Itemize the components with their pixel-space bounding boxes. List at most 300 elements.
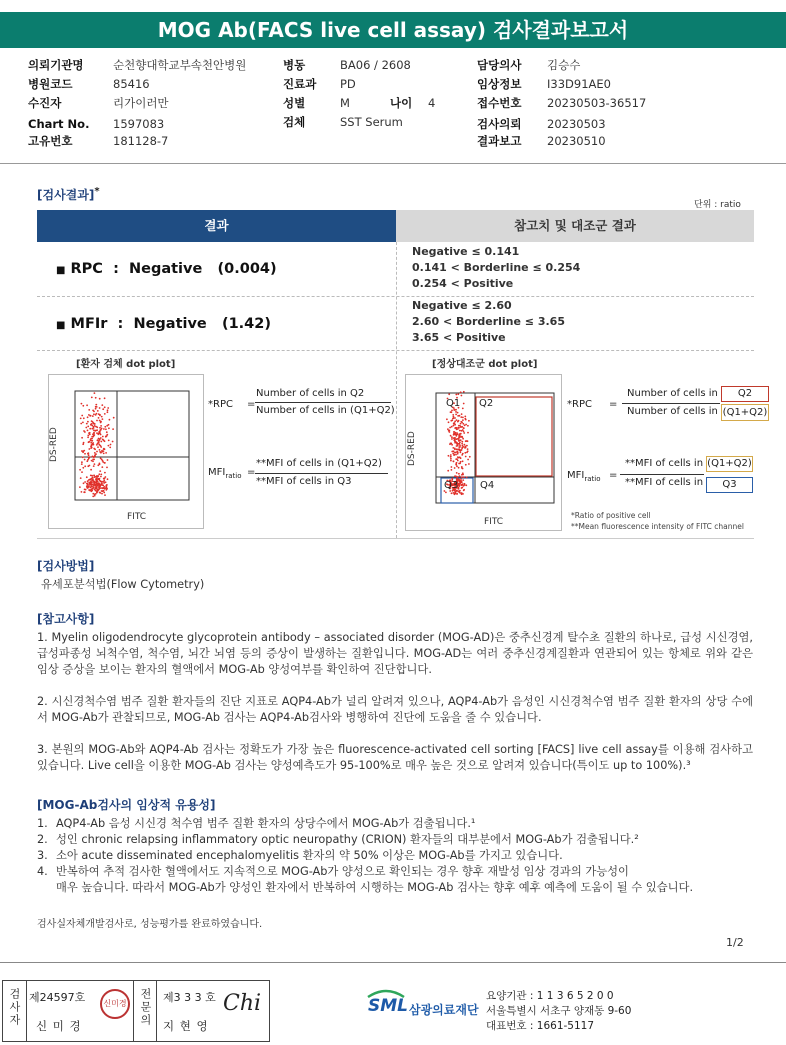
result-value: (1.42) [221,316,271,332]
dot [91,397,93,399]
dot [102,487,104,489]
dot [101,428,103,430]
dot [84,481,86,483]
dot [450,420,452,422]
dot [468,463,470,465]
result-row-rpc: ■ RPC : Negative (0.004) [56,261,277,277]
info-value: SST Serum [340,115,403,129]
dot [455,427,457,429]
dot [97,464,99,466]
dot [86,483,88,485]
control-ylabel: DS-RED [407,431,417,466]
dot [456,435,458,437]
control-dot-plot [405,374,562,531]
dot [461,466,463,468]
tester-license: 제24597호 [29,991,86,1004]
dot [98,473,100,475]
dot [82,422,84,424]
dot [458,436,460,438]
dot [459,433,461,435]
dot [450,435,452,437]
info-row [28,58,84,72]
dot [447,470,449,472]
dot [106,467,108,469]
dot [451,466,453,468]
dot [455,454,457,456]
info-key: 결과보고 [477,134,522,148]
dot [94,476,96,478]
dot [112,428,114,430]
dot [93,465,95,467]
dot [454,492,456,494]
dot [87,430,89,432]
dot [91,438,93,440]
info-value: 181128-7 [113,134,169,148]
dot [109,447,111,449]
dot [100,434,102,436]
signature-box [2,980,270,1042]
dot [463,431,465,433]
org-code: 요양기관 : 1 1 3 6 5 2 0 0 [486,990,614,1002]
dot [458,467,460,469]
dot [460,457,462,459]
dot [91,478,93,480]
dot [99,398,101,400]
notes-paragraph-3: 3. 본원의 MOG-Ab와 AQP4-Ab 검사는 정확도가 가장 높은 fluorescence-activated cell sorting [FACS] live cell assay를 이용해 검사하고 있습니다. Live cell을 이용한 MOG-Ab 검사는 양성예측도가 95-100%로 매우 높은 것으로 알려져 있습니다(특이도 up to 100%).³ [37,743,753,772]
dot [113,417,115,419]
dot [461,441,463,443]
dot [89,415,91,417]
dot [461,493,463,495]
dot [80,423,82,425]
quadrant-q3: Q3 [444,480,459,491]
patient-scatter-svg [49,375,203,528]
dot [84,491,86,493]
report-title: MOG Ab(FACS live cell assay) 검사결과보고서 [0,12,786,48]
notes-paragraph-2: 2. 시신경척수염 범주 질환 환자들의 진단 지표로 AQP4-Ab가 널리 알려져 있으나, AQP4-Ab가 음성인 시신경척수염 범주 질환 환자의 상당 수에서 MOG-Ab가 관찰되므로, MOG-Ab 검사는 AQP4-Ab검사와 병행하여 진단에 도움을 줄 수 있습니다. [37,695,753,724]
dot [101,416,103,418]
dot [107,478,109,480]
dot [462,453,464,455]
section-divider [37,538,754,539]
dot [97,489,99,491]
dot [455,475,457,477]
dot [79,469,81,471]
dot [99,492,101,494]
dot [448,455,450,457]
dot [459,430,461,432]
dot [91,444,93,446]
dot [102,408,104,410]
dot [87,421,89,423]
doctor-signature: Chi [223,991,262,1016]
info-key: 병원코드 [28,77,73,91]
dot [100,425,102,427]
dot [86,485,88,487]
info-key: 나이 [390,96,413,110]
dot [455,394,457,396]
dot [448,393,450,395]
dot [463,403,465,405]
dot [465,419,467,421]
dot [81,437,83,439]
rpc-denominator-pre: Number of cells in [627,406,718,417]
dot [107,407,109,409]
dot [95,490,97,492]
dot [457,428,459,430]
dot [92,442,94,444]
dot [99,449,101,451]
org-address: 서울특별시 서초구 양재동 9-60 [486,1005,632,1017]
patient-dot-plot [48,374,204,529]
mfi-label: $MFI_{ratio}$ [567,470,601,483]
dot [99,414,101,416]
dot [457,456,459,458]
dot [461,476,463,478]
reference-column-header: 참고치 및 대조군 결과 [396,210,754,242]
dot [98,417,100,419]
dot [446,418,448,420]
dot [95,480,97,482]
page-number: 1/2 [726,936,744,949]
dot [107,409,109,411]
dot [447,428,449,430]
info-key: 병동 [283,58,306,72]
dot [451,444,453,446]
dot [462,445,464,447]
patient-plot-title: [환자 검체 dot plot] [76,359,176,370]
dot [107,459,109,461]
dot [94,485,96,487]
dot [457,460,459,462]
dot [87,453,89,455]
dot [104,397,106,399]
dot [84,459,86,461]
dot [99,470,101,472]
dot [458,473,460,475]
column-divider [396,242,397,538]
dot [104,440,106,442]
dot [90,446,92,448]
dot [102,418,104,420]
info-key: Chart No. [28,117,90,131]
dot [106,431,108,433]
dot [92,415,94,417]
quadrant-q1: Q1 [446,398,461,409]
dot [91,440,93,442]
dot [451,492,453,494]
info-value: 리가이러만 [113,96,169,110]
org-phone: 대표번호 : 1661-5117 [486,1020,595,1032]
dot [99,463,101,465]
dot [87,487,89,489]
dot [459,449,461,451]
dot [104,462,106,464]
mfi-denominator: **MFI of cells in Q3 [256,476,352,487]
dot [84,453,86,455]
dot [99,427,101,429]
dot [456,432,458,434]
dot [112,441,114,443]
dot [95,488,97,490]
dot [461,395,463,397]
dot [87,435,89,437]
dot [90,469,92,471]
reference-rpc [412,244,580,292]
dot [449,431,451,433]
quadrant-q2: Q2 [479,398,494,409]
dot [108,440,110,442]
list-item: 1. AQP4-Ab 음성 시신경 척수염 범주 질환 환자의 상당수에서 MOG-Ab가 검출됩니다.¹ [37,817,476,830]
info-value: 1597083 [113,117,165,131]
dot [464,484,466,486]
dot [81,415,83,417]
dot [90,424,92,426]
result-status: Negative [128,261,203,277]
dot [462,472,464,474]
dot [456,465,458,467]
list-item: 매우 높습니다. 따라서 MOG-Ab가 양성인 환자에서 반복하여 시행하는 MOG-Ab 검사는 향후 예후 예측에 도움이 될 수 있습니다. [56,881,694,894]
doctor-license: 제3 3 3 호 [163,991,216,1004]
dot [100,474,102,476]
mfi-denominator-box: Q3 [706,477,753,493]
org-name: 삼광의료재단 [409,1003,479,1017]
dot [450,443,452,445]
fraction-line [622,403,720,404]
result-name: RPC [70,261,103,277]
dot [463,446,465,448]
info-key: 검체 [283,115,306,129]
dot [467,425,469,427]
dot [80,477,82,479]
asterisk: * [94,186,100,197]
dot [462,423,464,425]
dot [453,409,455,411]
unit-label: 단위 : ratio [694,200,741,210]
dot [93,429,95,431]
dot [99,431,101,433]
rpc-denominator-box: (Q1+Q2) [721,404,769,421]
dot [94,392,96,394]
info-value: BA06 / 2608 [340,58,411,72]
dot [456,419,458,421]
dot [88,482,90,484]
ref-line: Negative ≤ 0.141 [412,245,520,258]
dot [456,493,458,495]
dot [454,448,456,450]
dot [98,486,100,488]
dot [81,471,83,473]
dot [456,472,458,474]
dot [460,423,462,425]
info-value: 순천향대학교부속천안병원 [113,58,247,72]
info-value: 85416 [113,77,150,91]
dot [96,406,98,408]
dot [93,422,95,424]
dot [463,432,465,434]
dot [84,489,86,491]
dot [460,416,462,418]
dot [103,492,105,494]
result-value: (0.004) [217,261,277,277]
rpc-label: *RPC [208,399,233,410]
info-value: 20230503-36517 [547,96,647,110]
dot [460,426,462,428]
patient-ylabel: DS-RED [49,427,59,462]
mfi-numerator-pre: **MFI of cells in [625,458,704,469]
dot [97,433,99,435]
dot [453,460,455,462]
ref-line: 0.254 < Positive [412,277,514,290]
dot [82,443,84,445]
dot [89,487,91,489]
dot [101,484,103,486]
dot [91,460,93,462]
tester-name: 신 미 경 [36,1019,82,1033]
dot [94,448,96,450]
dot [87,436,89,438]
list-item: 3. 소아 acute disseminated encephalomyelitis 환자의 약 50% 이상은 MOG-Ab를 가지고 있습니다. [37,849,563,862]
dot [460,484,462,486]
dot [457,393,459,395]
dot [81,491,83,493]
dot [105,452,107,454]
dot [451,426,453,428]
dot [459,480,461,482]
info-key: 진료과 [283,77,317,91]
dot [465,464,467,466]
dot [465,456,467,458]
dot [450,458,452,460]
dot [99,439,101,441]
dot [458,415,460,417]
dot [108,445,110,447]
info-value: 김승수 [547,58,581,72]
dot [80,418,82,420]
dot [449,427,451,429]
dot [92,483,94,485]
dot [462,479,464,481]
dot [93,411,95,413]
list-item: 4. 반복하여 추적 검사한 혈액에서도 지속적으로 MOG-Ab가 양성으로 확인되는 경우 향후 재발성 임상 경과의 가능성이 [37,865,629,878]
dot [104,406,106,408]
dot [103,481,105,483]
dot [466,477,468,479]
dot [462,419,464,421]
dot [103,453,105,455]
dot [79,486,81,488]
dot [98,442,100,444]
dot [101,404,103,406]
dot [455,432,457,434]
fraction-line [620,474,704,475]
dot [85,427,87,429]
mfi-numerator-box: (Q1+Q2) [706,456,753,472]
dot [104,448,106,450]
dot [462,417,464,419]
dot [462,408,464,410]
dot [463,489,465,491]
control-scatter-svg [406,375,561,530]
method-text: 유세포분석법(Flow Cytometry) [41,578,205,591]
ref-line: 0.141 < Borderline ≤ 0.254 [412,261,581,274]
dot [93,413,95,415]
dot [464,452,466,454]
dot [94,463,96,465]
dot [104,494,106,496]
dot [463,427,465,429]
dot [453,454,455,456]
dot [103,450,105,452]
dot [450,411,452,413]
rpc-denominator: Number of cells in (Q1+Q2) [256,405,395,416]
dot [103,428,105,430]
dot [96,483,98,485]
dot [455,409,457,411]
quadrant-q4: Q4 [480,480,495,491]
dot [104,472,106,474]
dot [460,436,462,438]
info-key: 의뢰기관명 [28,58,84,72]
disclaimer: 검사실자체개발검사로, 성능평가를 완료하였습니다. [37,919,263,930]
dot [93,459,95,461]
dot [100,481,102,483]
dot [100,487,102,489]
notes-paragraph-1: 1. Myelin oligodendrocyte glycoprotein antibody – associated disorder (MOG-AD)은 중추신경계 탈수초 질환의 하나로, 급성 시신경염,급성파종성 뇌척수염, 척수염, 뇌간 뇌염 등의 증상이 발생하는 질환입니다. MOG-AD는 여러 중추신경계질환과 연관되어 있는 항체로 위와 같은 임상 증상을 보이는 환자의 혈액에서 MOG-Ab 양성여부를 확인하여 진단합니다. [37,631,753,676]
dot [450,460,452,462]
dot [89,428,91,430]
dot [88,489,90,491]
dot [458,440,460,442]
dot [101,490,103,492]
dot [457,445,459,447]
dot [92,493,94,495]
info-key: 접수번호 [477,96,522,110]
dot [461,443,463,445]
dot [81,463,83,465]
dot [460,421,462,423]
info-key: 성별 [283,96,306,110]
dot [455,411,457,413]
mfi-numerator: **MFI of cells in (Q1+Q2) [256,458,382,469]
dot [105,428,107,430]
fraction-line [255,402,391,403]
dot [86,404,88,406]
dot [89,456,91,458]
dot [99,407,101,409]
dot [90,442,92,444]
dot [109,419,111,421]
dot [102,461,104,463]
dot [95,404,97,406]
dot [454,434,456,436]
dot [100,452,102,454]
dot [106,486,108,488]
dot [93,487,95,489]
dot [96,451,98,453]
dot [453,425,455,427]
dot [82,451,84,453]
dot [461,413,463,415]
dot [468,420,470,422]
dot [449,430,451,432]
dot [459,444,461,446]
dot [454,467,456,469]
rpc-numerator-pre: Number of cells in [627,388,718,399]
dot [96,420,98,422]
dot [455,458,457,460]
dot [88,485,90,487]
